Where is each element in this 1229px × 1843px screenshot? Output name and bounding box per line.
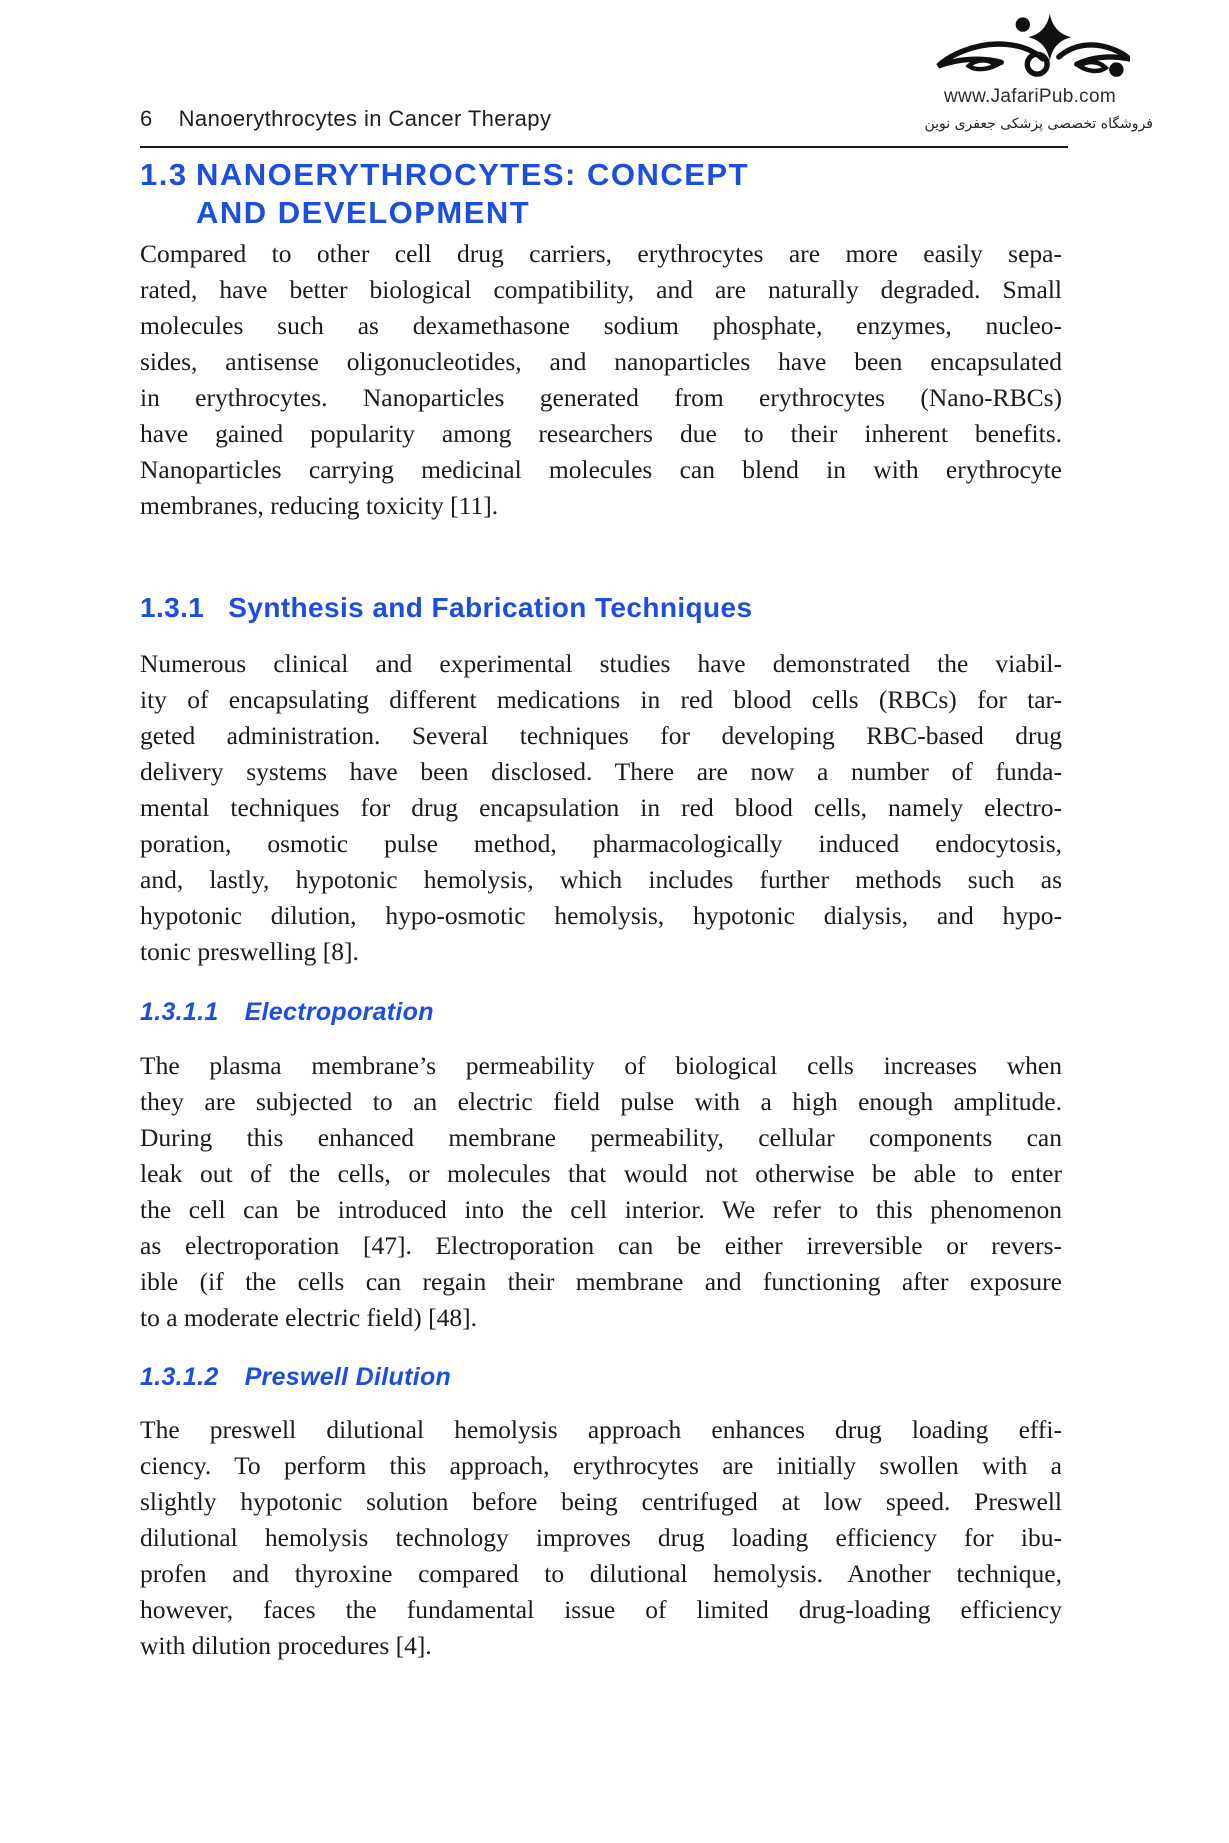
- section-heading-1-3: [140, 156, 749, 232]
- text-line: rated, have better biological compatibility, and are naturally degraded. Small: [140, 275, 1062, 304]
- text-line: membranes, reducing toxicity [11].: [140, 491, 499, 520]
- subsubsection-number: 1.3.1.1: [140, 998, 219, 1026]
- paragraph-preswell-dilution: [140, 1412, 1062, 1664]
- subsubsection-title: Electroporation: [244, 998, 434, 1026]
- section-number: 1.3: [140, 157, 188, 192]
- text-line: Compared to other cell drug carriers, erythrocytes are more easily sepa-: [140, 239, 1062, 268]
- paragraph-synthesis: [140, 646, 1062, 970]
- paragraph-intro: [140, 236, 1062, 524]
- text-line: leak out of the cells, or molecules that would not otherwise be able to enter: [140, 1159, 1062, 1188]
- text-line: Nanoparticles carrying medicinal molecules can blend in with erythrocyte: [140, 455, 1062, 484]
- text-line: tonic preswelling [8].: [140, 937, 359, 966]
- subsubsection-title: Preswell Dilution: [244, 1363, 452, 1391]
- header-rule: [140, 146, 1068, 148]
- subsection-heading-1-3-1: [140, 592, 753, 624]
- running-title: Nanoerythrocytes in Cancer Therapy: [178, 106, 552, 131]
- text-line: ible (if the cells can regain their membrane and functioning after exposure: [140, 1267, 1062, 1296]
- text-line: sides, antisense oligonucleotides, and nanoparticles have been encapsulated: [140, 347, 1062, 376]
- text-line: poration, osmotic pulse method, pharmacologically induced endocytosis,: [140, 829, 1062, 858]
- text-line: in erythrocytes. Nanoparticles generated from erythrocytes (Nano-RBCs): [140, 383, 1062, 412]
- text-line: The preswell dilutional hemolysis approach enhances drug loading effi-: [140, 1415, 1062, 1444]
- publisher-url: www.JafariPub.com: [944, 86, 1116, 107]
- page-number: 6: [140, 106, 153, 131]
- text-line: and, lastly, hypotonic hemolysis, which includes further methods such as: [140, 865, 1062, 894]
- section-title-line1: NANOERYTHROCYTES: CONCEPT: [196, 157, 750, 192]
- text-line: The plasma membrane’s permeability of biological cells increases when: [140, 1051, 1062, 1080]
- running-head: [140, 106, 551, 132]
- subsubsection-heading-1-3-1-2: [140, 1363, 451, 1392]
- text-line: hypotonic dilution, hypo-osmotic hemolysis, hypotonic dialysis, and hypo-: [140, 901, 1062, 930]
- text-line: they are subjected to an electric field pulse with a high enough amplitude.: [140, 1087, 1062, 1116]
- text-line: dilutional hemolysis technology improves drug loading efficiency for ibu-: [140, 1523, 1062, 1552]
- paragraph-electroporation: [140, 1048, 1062, 1336]
- text-line: profen and thyroxine compared to dilutional hemolysis. Another technique,: [140, 1559, 1062, 1588]
- subsection-title: Synthesis and Fabrication Techniques: [228, 592, 753, 623]
- text-line: the cell can be introduced into the cell interior. We refer to this phenomenon: [140, 1195, 1062, 1224]
- text-line: molecules such as dexamethasone sodium phosphate, enzymes, nucleo-: [140, 311, 1062, 340]
- text-line: have gained popularity among researchers due to their inherent benefits.: [140, 419, 1062, 448]
- text-line: ity of encapsulating different medications in red blood cells (RBCs) for tar-: [140, 685, 1062, 714]
- subsubsection-number: 1.3.1.2: [140, 1363, 219, 1391]
- subsubsection-heading-1-3-1-1: [140, 998, 434, 1027]
- text-line: to a moderate electric field) [48].: [140, 1303, 477, 1332]
- text-line: slightly hypotonic solution before being centrifuged at low speed. Preswell: [140, 1487, 1062, 1516]
- jafari-calligraphy-icon: [905, 12, 1155, 84]
- section-title-line2: AND DEVELOPMENT: [196, 195, 531, 230]
- text-line: however, faces the fundamental issue of limited drug-loading efficiency: [140, 1595, 1062, 1624]
- publisher-logo: [905, 12, 1155, 132]
- text-line: During this enhanced membrane permeability, cellular components can: [140, 1123, 1062, 1152]
- text-line: geted administration. Several techniques for developing RBC-based drug: [140, 721, 1062, 750]
- text-line: as electroporation [47]. Electroporation can be either irreversible or revers-: [140, 1231, 1062, 1260]
- text-line: mental techniques for drug encapsulation in red blood cells, namely electro-: [140, 793, 1062, 822]
- text-line: ciency. To perform this approach, erythrocytes are initially swollen with a: [140, 1451, 1062, 1480]
- publisher-caption-farsi: فروشگاه تخصصی پزشکی جعفری نوین: [924, 116, 1153, 132]
- text-line: Numerous clinical and experimental studies have demonstrated the viabil-: [140, 649, 1062, 678]
- text-line: delivery systems have been disclosed. There are now a number of funda-: [140, 757, 1062, 786]
- subsection-number: 1.3.1: [140, 592, 205, 623]
- section-title: [196, 156, 749, 232]
- text-line: with dilution procedures [4].: [140, 1631, 432, 1660]
